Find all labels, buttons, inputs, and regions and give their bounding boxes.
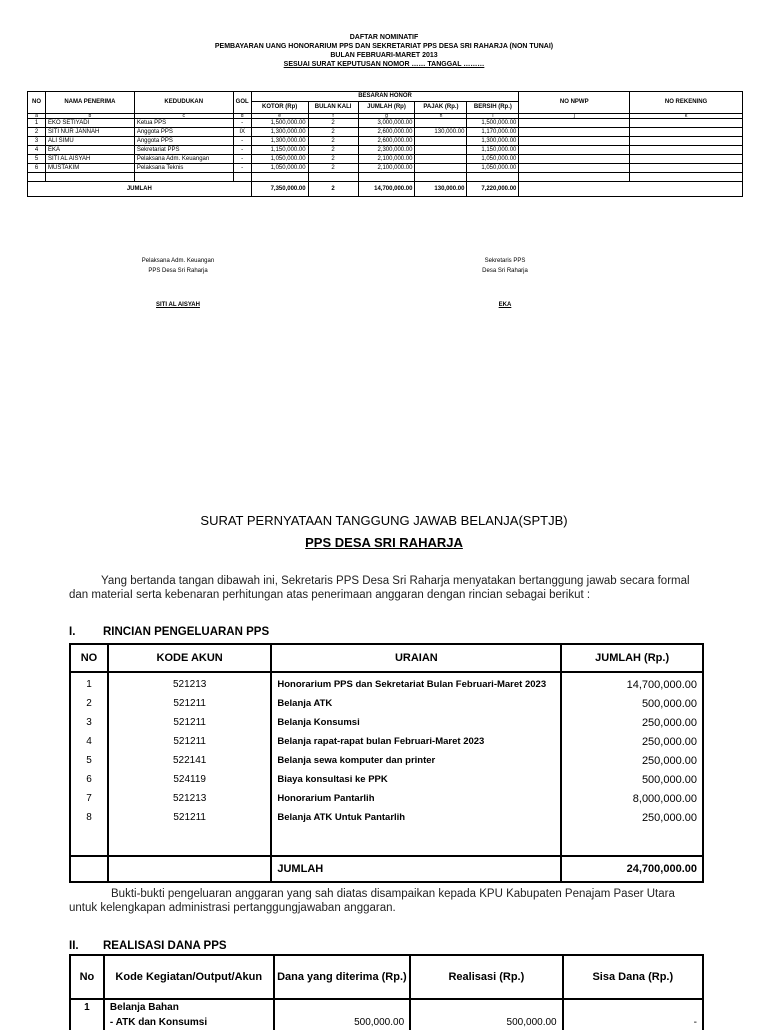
rincian-no: 2 xyxy=(70,694,108,713)
nominatif-row xyxy=(28,128,743,137)
signature-right-org: Desa Sri Raharja xyxy=(482,268,528,274)
row-pajak: 130,000.00 xyxy=(415,128,467,137)
row-no: 6 xyxy=(28,164,46,173)
rincian-uraian: Belanja Konsumsi xyxy=(271,713,561,732)
nominatif-table xyxy=(27,91,743,197)
col-rekening: NO REKENING xyxy=(630,92,743,114)
rincian-kode: 524119 xyxy=(108,770,271,789)
row-bulan: 2 xyxy=(308,137,358,146)
row-bersih: 1,300,000.00 xyxy=(467,137,519,146)
rincian-kode: 521211 xyxy=(108,694,271,713)
rincian-col-uraian: URAIAN xyxy=(271,644,561,672)
rincian-row xyxy=(70,789,703,808)
index-letter: e xyxy=(251,114,308,119)
sptjb-subtitle: PPS DESA SRI RAHARJA xyxy=(305,535,463,550)
row-rekening xyxy=(630,137,743,146)
realisasi-col-kode: Kode Kegiatan/Output/Akun xyxy=(104,955,274,999)
index-letter: j xyxy=(519,114,630,119)
row-kedudukan: Ketua PPS xyxy=(134,119,233,128)
row-kedudukan: Anggota PPS xyxy=(134,137,233,146)
total-bulan: 2 xyxy=(308,182,358,197)
row-bulan: 2 xyxy=(308,128,358,137)
rincian-uraian: Belanja ATK xyxy=(271,694,561,713)
rincian-no: 1 xyxy=(70,672,108,694)
row-bersih: 1,170,000.00 xyxy=(467,128,519,137)
rincian-kode: 521213 xyxy=(108,672,271,694)
signature-right-role: Sekretaris PPS xyxy=(484,258,526,264)
blank-row xyxy=(28,173,743,182)
col-besaran-honor: BESARAN HONOR xyxy=(251,92,519,102)
realisasi-row xyxy=(70,999,703,1015)
realisasi-col-realisasi: Realisasi (Rp.) xyxy=(410,955,562,999)
rincian-row xyxy=(70,672,703,694)
row-nama: SITI NUR JANNAH xyxy=(45,128,134,137)
realisasi-row xyxy=(70,1015,703,1030)
row-kotor: 1,050,000.00 xyxy=(251,164,308,173)
section2-number: II. xyxy=(69,940,79,952)
col-bersih: BERSIH (Rp.) xyxy=(467,102,519,114)
rincian-kode: 521213 xyxy=(108,789,271,808)
section2-title: REALISASI DANA PPS xyxy=(103,940,227,952)
row-kedudukan: Pelaksana Adm. Keuangan xyxy=(134,155,233,164)
row-pajak xyxy=(415,146,467,155)
row-rekening xyxy=(630,128,743,137)
row-kedudukan: Pelaksana Teknis xyxy=(134,164,233,173)
realisasi-sisa xyxy=(563,999,703,1015)
rincian-row xyxy=(70,732,703,751)
row-jumlah: 2,600,000.00 xyxy=(358,128,415,137)
index-letter: a xyxy=(28,114,46,119)
nominatif-title: DAFTAR NOMINATIF xyxy=(349,34,419,41)
realisasi-realisasi: 500,000.00 xyxy=(410,1015,562,1030)
rincian-jumlah: 8,000,000.00 xyxy=(561,789,703,808)
rincian-row xyxy=(70,808,703,827)
rincian-jumlah: 500,000.00 xyxy=(561,770,703,789)
row-kedudukan: Sekretariat PPS xyxy=(134,146,233,155)
realisasi-realisasi xyxy=(410,999,562,1015)
rincian-row xyxy=(70,694,703,713)
nominatif-period: BULAN FEBRUARI-MARET 2013 xyxy=(330,52,438,59)
rincian-jumlah: 250,000.00 xyxy=(561,808,703,827)
row-bulan: 2 xyxy=(308,164,358,173)
signature-left xyxy=(98,256,258,310)
realisasi-col-sisa: Sisa Dana (Rp.) xyxy=(563,955,703,999)
row-no: 4 xyxy=(28,146,46,155)
row-rekening xyxy=(630,119,743,128)
row-bulan: 2 xyxy=(308,155,358,164)
row-gol: - xyxy=(233,164,251,173)
row-no: 5 xyxy=(28,155,46,164)
row-gol: - xyxy=(233,137,251,146)
col-npwp: NO NPWP xyxy=(519,92,630,114)
rincian-no: 3 xyxy=(70,713,108,732)
row-npwp xyxy=(519,119,630,128)
rincian-kode: 522141 xyxy=(108,751,271,770)
rincian-jumlah: 250,000.00 xyxy=(561,732,703,751)
rincian-no: 8 xyxy=(70,808,108,827)
rincian-col-jumlah: JUMLAH (Rp.) xyxy=(561,644,703,672)
index-letter: k xyxy=(630,114,743,119)
total-jumlah: 14,700,000.00 xyxy=(358,182,415,197)
section1-title: RINCIAN PENGELUARAN PPS xyxy=(103,626,270,638)
row-bersih: 1,050,000.00 xyxy=(467,164,519,173)
rincian-uraian: Biaya konsultasi ke PPK xyxy=(271,770,561,789)
rincian-total-row xyxy=(70,856,703,882)
total-kotor: 7,350,000.00 xyxy=(251,182,308,197)
row-kotor: 1,300,000.00 xyxy=(251,137,308,146)
realisasi-sisa: - xyxy=(563,1015,703,1030)
row-jumlah: 2,300,000.00 xyxy=(358,146,415,155)
rincian-uraian: Belanja ATK Untuk Pantarlih xyxy=(271,808,561,827)
row-nama: ALI SIMU xyxy=(45,137,134,146)
row-rekening xyxy=(630,155,743,164)
index-letter: g xyxy=(358,114,415,119)
total-bersih: 7,220,000.00 xyxy=(467,182,519,197)
row-gol: - xyxy=(233,119,251,128)
col-kotor: KOTOR (Rp) xyxy=(251,102,308,114)
row-gol: - xyxy=(233,155,251,164)
row-bulan: 2 xyxy=(308,119,358,128)
realisasi-no: 1 xyxy=(70,999,104,1015)
row-no: 3 xyxy=(28,137,46,146)
row-pajak xyxy=(415,155,467,164)
col-pajak: PAJAK (Rp.) xyxy=(415,102,467,114)
row-bersih: 1,150,000.00 xyxy=(467,146,519,155)
nominatif-row xyxy=(28,146,743,155)
row-npwp xyxy=(519,128,630,137)
col-gol: GOL xyxy=(233,92,251,114)
rincian-spacer-row xyxy=(70,827,703,856)
rincian-table xyxy=(69,643,704,883)
row-bulan: 2 xyxy=(308,146,358,155)
rincian-total-value: 24,700,000.00 xyxy=(561,856,703,882)
nominatif-total-row xyxy=(28,182,743,197)
rincian-no: 4 xyxy=(70,732,108,751)
realisasi-no xyxy=(70,1015,104,1030)
nominatif-row xyxy=(28,155,743,164)
realisasi-dana xyxy=(274,999,411,1015)
row-pajak xyxy=(415,164,467,173)
row-npwp xyxy=(519,146,630,155)
nominatif-row xyxy=(28,164,743,173)
nominatif-row xyxy=(28,137,743,146)
rincian-uraian: Belanja rapat-rapat bulan Februari-Maret 2023 xyxy=(271,732,561,751)
row-jumlah: 2,100,000.00 xyxy=(358,164,415,173)
realisasi-kode: - ATK dan Konsumsi xyxy=(104,1015,274,1030)
section2-heading xyxy=(69,940,227,952)
row-nama: SITI AL AISYAH xyxy=(45,155,134,164)
row-gol: - xyxy=(233,146,251,155)
rincian-no: 7 xyxy=(70,789,108,808)
total-label: JUMLAH xyxy=(28,182,252,197)
index-letter: i xyxy=(467,114,519,119)
rincian-row xyxy=(70,751,703,770)
rincian-jumlah: 14,700,000.00 xyxy=(561,672,703,694)
realisasi-col-dana: Dana yang diterima (Rp.) xyxy=(274,955,411,999)
row-kotor: 1,500,000.00 xyxy=(251,119,308,128)
row-no: 1 xyxy=(28,119,46,128)
row-nama: EKA xyxy=(45,146,134,155)
index-letter: b xyxy=(45,114,134,119)
rincian-row xyxy=(70,713,703,732)
nominatif-row xyxy=(28,119,743,128)
rincian-kode: 521211 xyxy=(108,732,271,751)
col-kedudukan: KEDUDUKAN xyxy=(134,92,233,114)
bukti-paragraph: Bukti-bukti pengeluaran anggaran yang sah diatas disampaikan kepada KPU Kabupaten Penajam Paser Utara untuk kelengkapan administrasi pertanggungjawaban anggaran. xyxy=(69,888,675,914)
row-npwp xyxy=(519,137,630,146)
nominatif-decree: SESUAI SURAT KEPUTUSAN NOMOR …… TANGGAL ……… xyxy=(283,61,485,68)
row-nama: EKO SETIYADI xyxy=(45,119,134,128)
row-npwp xyxy=(519,155,630,164)
rincian-no: 5 xyxy=(70,751,108,770)
rincian-jumlah: 250,000.00 xyxy=(561,751,703,770)
rincian-kode: 521211 xyxy=(108,713,271,732)
row-kotor: 1,300,000.00 xyxy=(251,128,308,137)
rincian-uraian: Honorarium PPS dan Sekretariat Bulan Februari-Maret 2023 xyxy=(271,672,561,694)
row-jumlah: 2,600,000.00 xyxy=(358,137,415,146)
rincian-col-no: NO xyxy=(70,644,108,672)
col-jumlah: JUMLAH (Rp) xyxy=(358,102,415,114)
rincian-total-label: JUMLAH xyxy=(271,856,561,882)
rincian-uraian: Honorarium Pantarlih xyxy=(271,789,561,808)
realisasi-dana: 500,000.00 xyxy=(274,1015,411,1030)
section1-number: I. xyxy=(69,626,76,638)
index-letter: f xyxy=(308,114,358,119)
realisasi-col-no: No xyxy=(70,955,104,999)
rincian-col-kode: KODE AKUN xyxy=(108,644,271,672)
signature-left-name: SITI AL AISYAH xyxy=(156,302,200,308)
sptjb-title: SURAT PERNYATAAN TANGGUNG JAWAB BELANJA(SPTJB) xyxy=(200,513,568,528)
row-pajak xyxy=(415,119,467,128)
realisasi-table xyxy=(69,954,704,1030)
nominatif-subtitle: PEMBAYARAN UANG HONORARIUM PPS DAN SEKRETARIAT PPS DESA SRI RAHARJA (NON TUNAI) xyxy=(214,43,554,50)
row-kotor: 1,150,000.00 xyxy=(251,146,308,155)
row-bersih: 1,500,000.00 xyxy=(467,119,519,128)
signature-right-name: EKA xyxy=(498,302,512,308)
row-bersih: 1,050,000.00 xyxy=(467,155,519,164)
row-rekening xyxy=(630,164,743,173)
row-kotor: 1,050,000.00 xyxy=(251,155,308,164)
row-npwp xyxy=(519,164,630,173)
col-bulan: BULAN KALI xyxy=(308,102,358,114)
rincian-kode: 521211 xyxy=(108,808,271,827)
rincian-row xyxy=(70,770,703,789)
rincian-jumlah: 500,000.00 xyxy=(561,694,703,713)
rincian-jumlah: 250,000.00 xyxy=(561,713,703,732)
index-letter: c xyxy=(134,114,233,119)
col-nama: NAMA PENERIMA xyxy=(45,92,134,114)
row-no: 2 xyxy=(28,128,46,137)
signature-right xyxy=(425,256,585,310)
section1-heading xyxy=(69,626,269,638)
index-letter: d xyxy=(233,114,251,119)
sptjb-intro: Yang bertanda tangan dibawah ini, Sekretaris PPS Desa Sri Raharja menyatakan bertanggung jawab secara formal dan materiaI serta kebenaran perhitungan atas penerimaan anggaran dengan rincian sebagai berikut : xyxy=(69,575,690,601)
signature-left-role: Pelaksana Adm. Keuangan xyxy=(141,258,215,264)
signature-left-org: PPS Desa Sri Raharja xyxy=(148,268,208,274)
index-letter: h xyxy=(415,114,467,119)
rincian-no: 6 xyxy=(70,770,108,789)
realisasi-kode: Belanja Bahan xyxy=(104,999,274,1015)
row-jumlah: 2,100,000.00 xyxy=(358,155,415,164)
row-pajak xyxy=(415,137,467,146)
rincian-uraian: Belanja sewa komputer dan printer xyxy=(271,751,561,770)
row-kedudukan: Anggota PPS xyxy=(134,128,233,137)
row-nama: MUSTAKIM xyxy=(45,164,134,173)
col-no: NO xyxy=(28,92,46,114)
row-gol: IX xyxy=(233,128,251,137)
row-jumlah: 3,000,000.00 xyxy=(358,119,415,128)
row-rekening xyxy=(630,146,743,155)
total-pajak: 130,000.00 xyxy=(415,182,467,197)
